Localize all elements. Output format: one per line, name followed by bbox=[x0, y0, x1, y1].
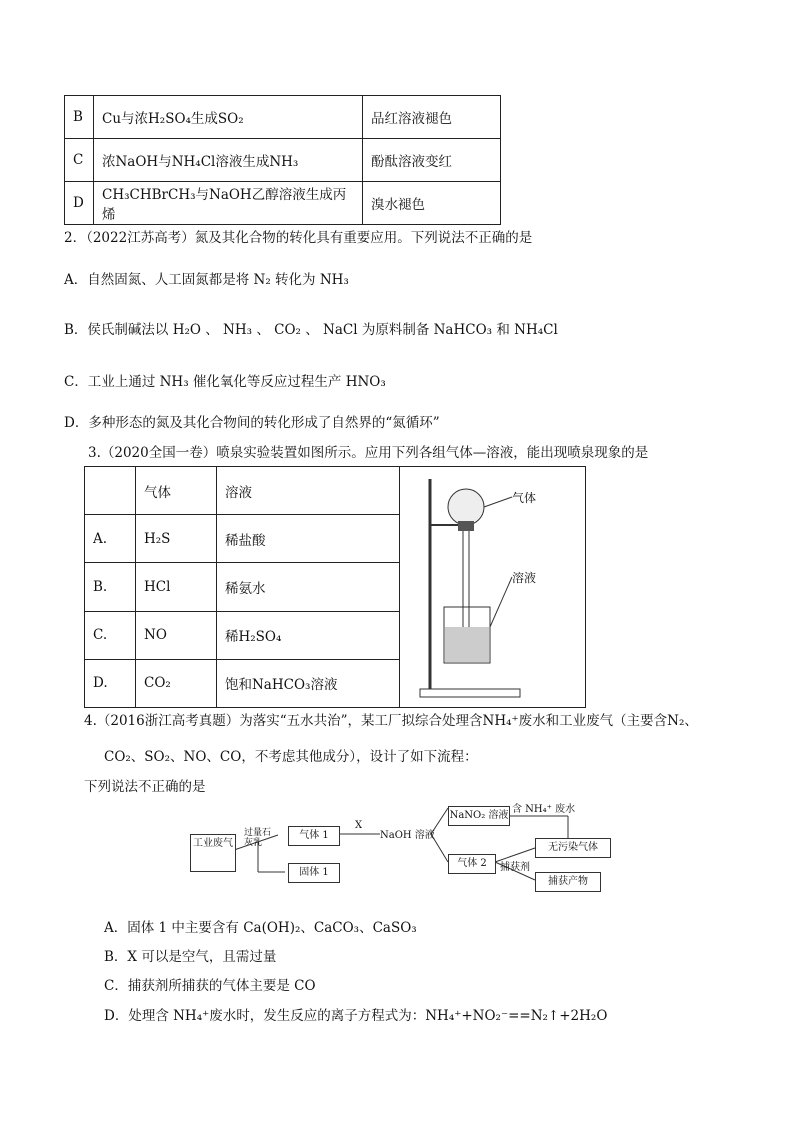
solution-cell: 饱和NaHCO₃溶液 bbox=[217, 659, 400, 707]
gas-cell: CO₂ bbox=[136, 659, 217, 707]
fountain-figure bbox=[400, 467, 586, 708]
nano2-box: NaNO₂ 溶液 bbox=[448, 806, 510, 826]
fountain-table bbox=[84, 466, 586, 708]
gas2-box: 气体 2 bbox=[448, 854, 496, 874]
row-key: C. bbox=[85, 611, 136, 659]
q2-stem: 2．（2022江苏高考）氮及其化合物的转化具有重要应用。下列说法不正确的是 bbox=[64, 230, 533, 246]
reaction-cell: 浓NaOH与NH₄Cl溶液生成NH₃ bbox=[94, 139, 363, 182]
table-row bbox=[85, 467, 586, 515]
header-gas: 气体 bbox=[136, 467, 217, 515]
gas-cell: HCl bbox=[136, 563, 217, 611]
clean-gas-box: 无污染气体 bbox=[535, 838, 611, 858]
gas-cell: NO bbox=[136, 611, 217, 659]
nh4-waste-label: 含 NH₄⁺ 废水 bbox=[512, 804, 576, 815]
solution-cell: 稀H₂SO₄ bbox=[217, 611, 400, 659]
lime-label: 过量石灰乳 bbox=[244, 828, 272, 848]
q4-option-d: D．处理含 NH₄⁺废水时，发生反应的离子方程式为：NH₄⁺+NO₂⁻==N₂↑+2H₂O bbox=[104, 1008, 608, 1024]
reaction-cell: Cu与浓H₂SO₄生成SO₂ bbox=[94, 96, 363, 139]
q2-option-b: B．侯氏制碱法以 H₂O 、 NH₃ 、 CO₂ 、 NaCl 为原料制备 NaHCO₃ 和 NH₄Cl bbox=[64, 322, 558, 338]
reaction-table bbox=[64, 95, 501, 225]
row-key: B. bbox=[85, 563, 136, 611]
q4-stem-3: 下列说法不正确的是 bbox=[84, 779, 206, 795]
table-row bbox=[65, 182, 501, 225]
waste-gas-box: 工业废气 bbox=[190, 834, 236, 872]
row-key: C bbox=[65, 139, 94, 182]
process-flow bbox=[190, 800, 620, 905]
row-key: D bbox=[65, 182, 94, 225]
fig-solution-label: 溶液 bbox=[512, 571, 537, 585]
q4-stem-1: 4.（2016浙江高考真题）为落实“五水共治”，某工厂拟综合处理含NH₄⁺废水和工业废气（主要含N₂、 bbox=[84, 713, 698, 729]
q4-option-b: B．X 可以是空气，且需过量 bbox=[104, 949, 277, 965]
x-label: X bbox=[355, 820, 363, 831]
phenomenon-cell: 品红溶液褪色 bbox=[363, 96, 501, 139]
q3-stem: 3.（2020全国一卷）喷泉实验装置如图所示。应用下列各组气体—溶液，能出现喷泉现象的是 bbox=[88, 445, 649, 461]
q4-stem-2: CO₂、SO₂、NO、CO，不考虑其他成分），设计了如下流程： bbox=[104, 749, 478, 765]
fig-gas-label: 气体 bbox=[512, 491, 537, 505]
row-key: A. bbox=[85, 515, 136, 563]
solid1-box: 固体 1 bbox=[288, 863, 340, 883]
phenomenon-cell: 酚酞溶液变红 bbox=[363, 139, 501, 182]
capture-agent-label: 捕获剂 bbox=[500, 862, 530, 873]
q2-option-c: C．工业上通过 NH₃ 催化氧化等反应过程生产 HNO₃ bbox=[64, 374, 386, 390]
q4-option-a: A．固体 1 中主要含有 Ca(OH)₂、CaCO₃、CaSO₃ bbox=[104, 920, 417, 936]
q2-option-d: D．多种形态的氮及其化合物间的转化形成了自然界的“氮循环” bbox=[64, 415, 440, 431]
solution-cell: 稀氨水 bbox=[217, 563, 400, 611]
fountain-apparatus bbox=[400, 467, 580, 703]
product-box: 捕获产物 bbox=[535, 872, 601, 892]
naoh-label: NaOH 溶液 bbox=[380, 830, 435, 841]
solution-cell: 稀盐酸 bbox=[217, 515, 400, 563]
table-row bbox=[65, 96, 501, 139]
gas1-box: 气体 1 bbox=[288, 826, 340, 846]
row-key: B bbox=[65, 96, 94, 139]
header-solution: 溶液 bbox=[217, 467, 400, 515]
table-row bbox=[65, 139, 501, 182]
row-key: D. bbox=[85, 659, 136, 707]
q4-option-c: C．捕获剂所捕获的气体主要是 CO bbox=[104, 978, 316, 994]
reaction-cell: CH₃CHBrCH₃与NaOH乙醇溶液生成丙烯 bbox=[94, 182, 363, 225]
phenomenon-cell: 溴水褪色 bbox=[363, 182, 501, 225]
q2-option-a: A．自然固氮、人工固氮都是将 N₂ 转化为 NH₃ bbox=[64, 272, 349, 288]
gas-cell: H₂S bbox=[136, 515, 217, 563]
